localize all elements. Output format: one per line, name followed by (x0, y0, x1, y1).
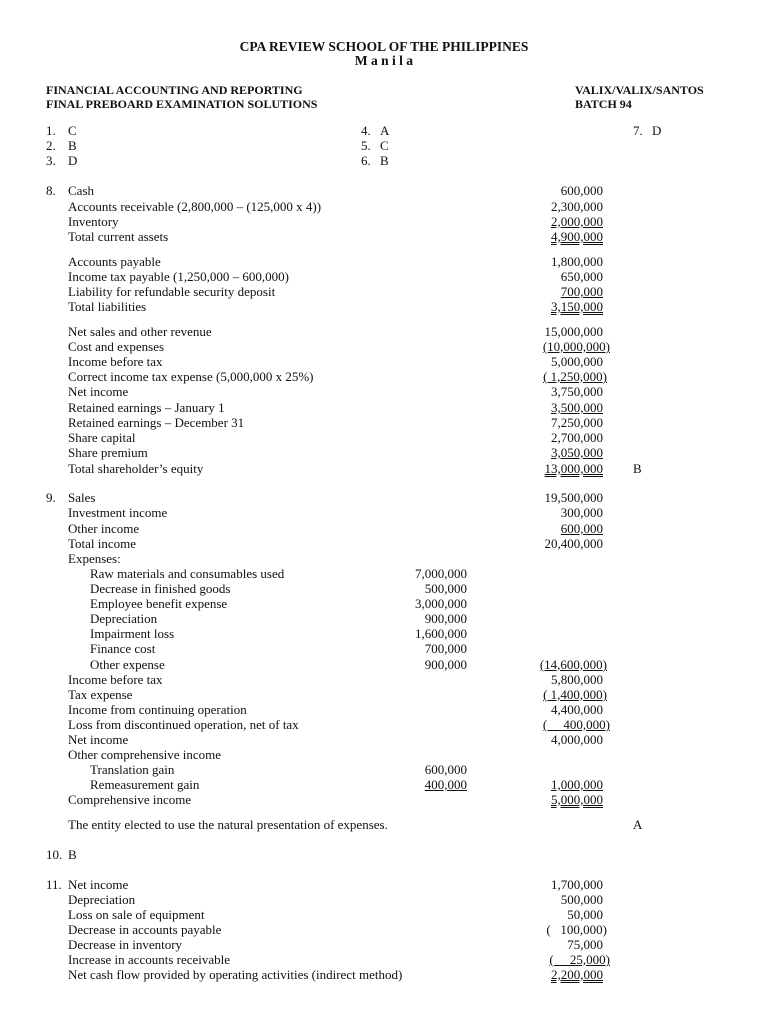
q8-value (480, 400, 603, 415)
q9-expense-label: Depreciation (90, 611, 158, 626)
q8-value: 650,000 (560, 269, 603, 284)
q11-label: Net cash flow provided by operating activities (indirect method) (68, 967, 403, 982)
q11-label: Increase in accounts receivable (68, 952, 231, 967)
q11-value-text: 2,200,000 (551, 967, 603, 982)
q10-answer: B (68, 847, 77, 862)
q9-note: The entity elected to use the natural presentation of expenses. (68, 817, 388, 832)
q9-label: Total income (68, 536, 137, 551)
q8-value-text: 3,050,000 (551, 445, 603, 460)
answer-number: 5. (361, 138, 371, 153)
q9-oci-item-value (370, 777, 467, 792)
q9-label: Tax expense (68, 687, 133, 702)
q9-value-text: ( 1,400,000) (543, 687, 607, 702)
q8-value-text: 3,150,000 (551, 299, 603, 314)
q8-label: Income tax payable (1,250,000 – 600,000) (68, 269, 289, 284)
q8-label: Total current assets (68, 229, 169, 244)
answer-letter: A (380, 123, 390, 138)
q8-label: Retained earnings – January 1 (68, 400, 225, 415)
q9-comprehensive-value-text: 5,000,000 (551, 792, 603, 807)
q8-label: Income before tax (68, 354, 163, 369)
answer-number: 7. (633, 123, 643, 138)
q9-label: Investment income (68, 505, 168, 520)
q9-oci-total (480, 777, 603, 792)
q9-expense-value: 500,000 (424, 581, 467, 596)
q9-value (480, 687, 607, 702)
q8-value: 7,250,000 (551, 415, 603, 430)
q8-value: 15,000,000 (544, 324, 603, 339)
q8-label: Total liabilities (68, 299, 147, 314)
exam-title: FINAL PREBOARD EXAMINATION SOLUTIONS (46, 97, 318, 111)
q9-expense-value: 900,000 (424, 611, 467, 626)
q8-label: Net income (68, 384, 129, 399)
answer-number: 3. (46, 153, 56, 168)
q11-label: Decrease in accounts payable (68, 922, 222, 937)
q9-expenses-total (480, 657, 607, 672)
q9-expense-label: Finance cost (90, 641, 156, 656)
q9-comprehensive-label: Comprehensive income (68, 792, 192, 807)
q11-value: 50,000 (567, 907, 603, 922)
answer-number: 4. (361, 123, 371, 138)
q8-value-text: 13,000,000 (544, 461, 603, 476)
q8-value-text: 3,500,000 (551, 400, 603, 415)
question-number-10: 10. (46, 847, 63, 862)
q11-label: Loss on sale of equipment (68, 907, 205, 922)
q8-value (480, 369, 607, 384)
q9-expense-label: Decrease in finished goods (90, 581, 231, 596)
q9-expense-label: Other expense (90, 657, 165, 672)
subject-title: FINANCIAL ACCOUNTING AND REPORTING (46, 83, 303, 97)
answer-letter: B (380, 153, 389, 168)
answer-number: 6. (361, 153, 371, 168)
city: M a n i l a (354, 53, 414, 68)
school-name: CPA REVIEW SCHOOL OF THE PHILIPPINES (239, 39, 529, 54)
q9-value: 5,800,000 (551, 672, 603, 687)
q8-value (480, 445, 603, 460)
q11-label: Net income (68, 877, 129, 892)
q8-label: Inventory (68, 214, 119, 229)
q8-label: Correct income tax expense (5,000,000 x 25%) (68, 369, 314, 384)
answer-letter: C (68, 123, 77, 138)
q8-label: Accounts receivable (2,800,000 – (125,000 x 4)) (68, 199, 322, 214)
q9-expense-label: Impairment loss (90, 626, 175, 641)
q8-value: 2,700,000 (551, 430, 603, 445)
authors: VALIX/VALIX/SANTOS (575, 83, 704, 97)
q8-value: 600,000 (560, 183, 603, 198)
answer-number: 2. (46, 138, 56, 153)
q8-label: Net sales and other revenue (68, 324, 212, 339)
q8-label: Cash (68, 183, 94, 198)
q9-oci-item-label: Translation gain (90, 762, 175, 777)
q8-value-text: 4,900,000 (551, 229, 603, 244)
q9-expense-value: 900,000 (424, 657, 467, 672)
q11-value-text: ( 25,000) (549, 952, 610, 967)
q8-value-text: 700,000 (560, 284, 603, 299)
q9-expense-value: 3,000,000 (415, 596, 467, 611)
q9-expenses-total-text: (14,600,000) (539, 657, 607, 672)
q9-value: 4,400,000 (551, 702, 603, 717)
q9-label: Sales (68, 490, 96, 505)
question-number-8: 8. (46, 183, 56, 198)
q9-label: Net income (68, 732, 129, 747)
q9-expense-label: Raw materials and consumables used (90, 566, 285, 581)
q8-label: Retained earnings – December 31 (68, 415, 245, 430)
q8-value-text: 2,000,000 (551, 214, 603, 229)
q8-label: Share capital (68, 430, 136, 445)
q8-value (480, 339, 610, 354)
q9-value-text: ( 400,000) (542, 717, 610, 732)
answer-letter: D (68, 153, 78, 168)
q11-value (480, 967, 603, 982)
q11-value: 75,000 (567, 937, 603, 952)
q9-label: Loss from discontinued operation, net of tax (68, 717, 299, 732)
q8-value-text: ( 1,250,000) (543, 369, 607, 384)
q9-oci-item-value-text: 400,000 (424, 777, 467, 792)
q9-label: Other income (68, 521, 140, 536)
q11-label: Depreciation (68, 892, 136, 907)
q9-expenses-label: Expenses: (68, 551, 121, 566)
q9-oci-item-value: 600,000 (424, 762, 467, 777)
q9-value (480, 521, 603, 536)
q9-label: Income from continuing operation (68, 702, 247, 717)
q9-value-text: 600,000 (560, 521, 603, 536)
q8-label: Share premium (68, 445, 148, 460)
q11-value (480, 952, 610, 967)
q11-label: Decrease in inventory (68, 937, 183, 952)
q9-oci-total-text: 1,000,000 (551, 777, 603, 792)
q11-value: ( 100,000) (546, 922, 607, 937)
q8-value-text: (10,000,000) (542, 339, 610, 354)
q8-value (480, 299, 603, 314)
q8-label: Total shareholder’s equity (68, 461, 204, 476)
q8-answer: B (633, 461, 642, 476)
q9-comprehensive-value (480, 792, 603, 807)
q9-value (480, 717, 610, 732)
q9-label: Income before tax (68, 672, 163, 687)
q8-value: 2,300,000 (551, 199, 603, 214)
answer-letter: B (68, 138, 77, 153)
q9-value: 20,400,000 (544, 536, 603, 551)
q9-value: 19,500,000 (544, 490, 603, 505)
q8-value (480, 284, 603, 299)
q8-value: 1,800,000 (551, 254, 603, 269)
q8-value (480, 214, 603, 229)
q9-answer: A (633, 817, 643, 832)
q8-value (480, 229, 603, 244)
batch: BATCH 94 (575, 97, 632, 111)
question-number-9: 9. (46, 490, 56, 505)
q11-value: 500,000 (560, 892, 603, 907)
q9-value: 4,000,000 (551, 732, 603, 747)
answer-letter: C (380, 138, 389, 153)
q8-value: 3,750,000 (551, 384, 603, 399)
q9-expense-label: Employee benefit expense (90, 596, 228, 611)
q8-label: Liability for refundable security deposit (68, 284, 276, 299)
q9-expense-value: 1,600,000 (415, 626, 467, 641)
answer-number: 1. (46, 123, 56, 138)
q9-oci-label: Other comprehensive income (68, 747, 222, 762)
q11-value: 1,700,000 (551, 877, 603, 892)
q8-label: Cost and expenses (68, 339, 165, 354)
question-number-11: 11. (46, 877, 62, 892)
q8-value (480, 461, 603, 476)
q8-value: 5,000,000 (551, 354, 603, 369)
q9-expense-value: 7,000,000 (415, 566, 467, 581)
q9-expense-value: 700,000 (424, 641, 467, 656)
q9-oci-item-label: Remeasurement gain (90, 777, 200, 792)
q9-value: 300,000 (560, 505, 603, 520)
answer-letter: D (652, 123, 662, 138)
q8-label: Accounts payable (68, 254, 161, 269)
